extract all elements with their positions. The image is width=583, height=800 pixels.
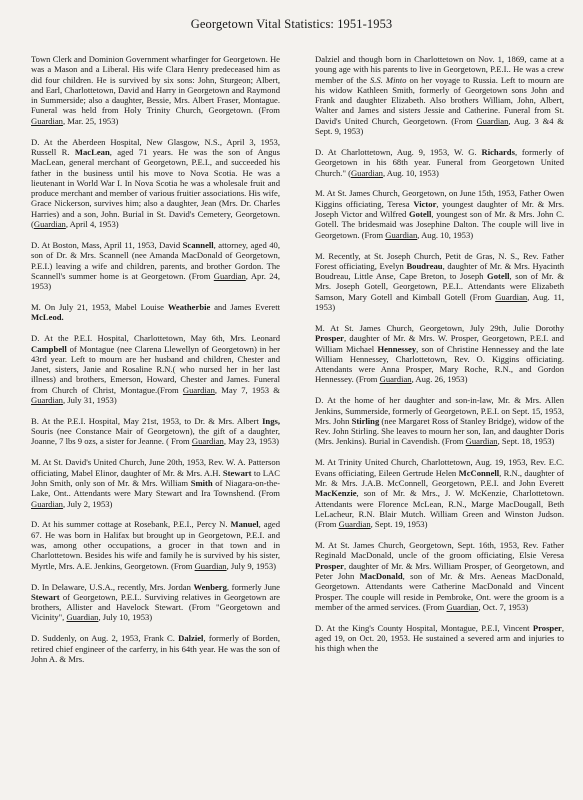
entry-text: M. On July 21, 1953, Mabel Louise <box>31 302 168 313</box>
entry-text: , R.N., daughter of Mr. & Mrs. J.A.B. McConnell, Georgetown, P.E.I. and John Everett <box>315 467 565 488</box>
source-citation: Guardian <box>31 394 63 405</box>
entry-text: , son of Mr. & Mrs. Aeneas MacDonald, Georgetown. Attendants were Catherine MacDonald and Vincent Prosper. The couple will reside in Pembroke, Ont. were the groom is a member of the armed services. (From <box>315 570 564 612</box>
entry-text: D. Suddenly, on Aug. 2, 1953, Frank C. <box>31 633 179 644</box>
entry-text: , daughter of Mr. & Mrs. Hyacinth Boudreau, Little Anse, Cape Breton, to Joseph <box>315 260 564 282</box>
surname: Manuel <box>230 519 259 530</box>
entry-text: M. At St. James Church, Georgetown, July 29th, Julie Dorothy <box>315 322 564 333</box>
entry-text: , attorney, aged 40, son of Dr. & Mrs. Scannell (nee Amanda MacDonald of Georgetown, P.E.I.) leaving a wife and children, parents, and brother Gordon. The Scannell's summer home is at Georgetown. (From <box>31 239 280 281</box>
entry-text: , Mar. 25, 1953) <box>62 115 119 126</box>
entry-text: D. At his summer cottage at Rosebank, P.E.I., Percy N. <box>31 519 231 530</box>
entry-text: , youngest son of Mr. & Mrs. John C. Gotell. The bridesmaid was Josephine Dalton. The couple will live in Georgetown. (From <box>315 209 565 240</box>
surname: Weatherbie <box>167 302 211 313</box>
entry-text: , April 4, 1953) <box>65 219 119 230</box>
surname: McLeod. <box>31 312 64 323</box>
vital-record-entry <box>31 416 280 447</box>
entry-text: , July 9, 1953) <box>226 560 276 571</box>
source-citation: Guardian <box>31 498 63 509</box>
surname: Stewart <box>31 591 60 602</box>
source-citation: Guardian <box>66 612 99 623</box>
entry-text: M. At Trinity United Church, Charlottetown, Aug. 19, 1953, Rev. E.C. Evans officiating, Eileen Gertrude Helen <box>315 457 564 478</box>
entry-text: , Aug. 26, 1953) <box>411 374 468 385</box>
vital-record-entry <box>315 54 564 136</box>
entry-text: , son of Mr. & Mrs., J. W. McKenzie, Charlottetown. Attendants were Florence McLean, R.N., Marge MacDougall, Beth LeLacheur, R.N. Blair Mutch. William Green and Winston Judson. (From <box>315 488 564 530</box>
surname: MacLean <box>74 146 110 157</box>
entry-text: , Aug. 11, 1953) <box>315 291 565 313</box>
source-citation: Guardian <box>350 167 383 178</box>
surname: McConnell <box>458 467 500 478</box>
entry-text: of Niagara-on-the-Lake, Ont.. Attendants were Mary Stewart and Ira Townshend. (From <box>31 477 280 499</box>
entry-text: M. Recently, at St. Joseph Church, Petit de Gras, N. S., Rev. Father Forest officiating, Evelyn <box>315 250 564 271</box>
source-citation: Guardian <box>379 374 412 385</box>
entry-text: , son of Mr. & Mrs. Joseph Gotell, Georgetown, P.E.I.. Attendants were Elizabeth Samson, Mary Gotell and Kimball Gotell (From <box>315 271 564 302</box>
entry-text: , Aug. 3 &4 & Sept. 9, 1953) <box>315 115 564 137</box>
source-citation: Guardian <box>338 519 371 530</box>
entry-text: , aged 71 years. He was the son of Angus MacLean, general merchant of Georgetown, P.E.I., and succeeded his father in the business until his move to Nova Scotia. He was a lieutenant in World War I. In Nova Scotia he was a wholesale fruit and produce merchant and member of various fruitier associations. His wife, Grace Nickerson, survives him; also a daughter, Jean (Mrs. Dr. Charles Harries) and a son, John. Burial in St. David's Cemetery, Georgetown. ( <box>31 146 281 230</box>
vital-record-entry <box>315 623 564 654</box>
entry-text: , July 2, 1953) <box>62 498 113 509</box>
vital-record-entry <box>315 457 564 529</box>
surname: MacDonald <box>359 570 403 581</box>
entry-text: B. At the P.E.I. Hospital, May 21st, 1953, to Dr. & Mrs. Albert <box>31 415 263 426</box>
vital-record-entry <box>31 582 280 623</box>
source-citation: Guardian <box>495 291 528 302</box>
source-citation: Guardian <box>31 115 63 126</box>
source-citation: Guardian <box>385 229 418 240</box>
entry-text: D. In Delaware, U.S.A., recently, Mrs. Jordan <box>31 581 194 592</box>
entry-text: , formerly June <box>226 581 280 592</box>
source-citation: Guardian <box>465 436 498 447</box>
entry-text: , Aug. 10, 1953) <box>382 167 439 178</box>
vital-record-entry <box>31 240 280 291</box>
entry-text: and James Everett <box>210 302 280 313</box>
left-column <box>31 54 280 675</box>
entry-text: S.S. Minto <box>369 74 407 85</box>
vital-record-entry <box>31 302 280 323</box>
entry-text: , formerly of Borden, retired chief engineer of the carferry, in his 64th year. He was the son of John A. & Mrs. <box>31 633 280 664</box>
surname: Stirling <box>351 415 380 426</box>
entry-text: D. At the P.E.I. Hospital, Charlottetown, May 6th, Mrs. Leonard <box>31 333 280 344</box>
vital-record-entry <box>31 333 280 405</box>
entry-text: M. At St. David's United Church, June 20th, 1953, Rev. W. A. Patterson officiating, Mabel Elinor, daughter of Mr. & Mrs. A.H. <box>31 457 280 478</box>
source-citation: Guardian <box>194 560 227 571</box>
surname: Gotell <box>487 271 510 282</box>
entry-text: , Sept. 19, 1953) <box>370 519 428 530</box>
entry-text: (nee Margaret Ross of Stanley Bridge), widow of the Rev. John Stirling. She leaves to mourn her son, Ian, and daughter Doris (Mrs. Jenkins). Burial in Cavendish. (From <box>315 415 564 447</box>
surname: Ings, <box>262 415 280 426</box>
entry-text: Town Clerk and Dominion Government wharfinger for Georgetown. He was a Mason and a Liberal. His wife Clara Henry predeceased him as did four children. He is survived by six sons: John, Sturgeon; Albert, and Earl, Charlottetown, David and Harry in Georgetown and Raymond in Summerside; also a daughter, Bessie, Mrs. Albert Fraser, Montague. Funeral was held from Holy Trinity Church, Georgetown. (From <box>31 54 280 116</box>
surname: Scannell <box>182 239 214 250</box>
entry-text: , Aug. 10, 1953) <box>417 229 474 240</box>
surname: Victor <box>413 198 437 209</box>
entry-text: , daughter of Mr. & Mrs. William Prosper, of Georgetown, and Peter John <box>315 560 564 581</box>
surname: MacKenzie <box>315 488 357 499</box>
vital-record-entry <box>31 54 280 126</box>
vital-record-entry <box>315 147 564 178</box>
entry-text: D. At the King's County Hospital, Montague, P.E.I, Vincent <box>315 622 533 633</box>
entry-text: , Apr. 24, 1953) <box>31 270 280 292</box>
entry-text: , May 7, 1953 & <box>214 384 280 395</box>
source-citation: Guardian <box>476 115 509 126</box>
entry-text: Souris (nee Constance Mair of Georgetown), the gift of a daughter, Joanne, 7 lbs 9 ozs, a sister for Jeanne. ( From <box>31 426 280 447</box>
entry-text: to LAC John Smith, only son of Mr. & Mrs. William <box>31 467 280 488</box>
entry-text: D. At Charlottetown, Aug. 9, 1953, W. G. <box>315 146 482 157</box>
entry-text: of Georgetown, P.E.I.. Surviving relatives in Georgetown are brothers, Allister and Havelock Stewart. (From "Georgetown and Vicinity", <box>31 591 280 623</box>
surname: Hennessey <box>377 343 417 354</box>
source-citation: Guardian <box>446 601 479 612</box>
entry-text: D. At the Aberdeen Hospital, New Glasgow, N.S., April 3, 1953, Russell R. <box>31 136 280 157</box>
surname: Prosper <box>315 560 344 571</box>
entry-text: , May 23, 1953) <box>223 436 279 447</box>
vital-record-entry <box>31 457 280 508</box>
entry-text: , son of Christine Hennessey and the late William Hennessey, Charlottetown, Rev. O. Kiggins officiating. Attendants were Anna Prosper, Mary Roche, R.N., and Gordon Hennessey. (From <box>315 343 564 385</box>
source-citation: Guardian <box>213 270 246 281</box>
page-title: Georgetown Vital Statistics: 1951-1953 <box>190 17 393 31</box>
vital-record-entry <box>315 540 564 612</box>
source-citation: Guardian <box>182 384 215 395</box>
surname: Boudreau <box>406 260 443 271</box>
surname: Gotell <box>408 209 432 220</box>
entry-text: , aged 67. He was born in Halifax but brought up in Georgetown, P.E.I. and was, among other occupations, a grocer in that town and in Charlottetown. Besides his wife and family he is survived by his sister, Myrtle, Mrs. A.E. Jenkins, Georgetown. (From <box>31 519 280 571</box>
entry-text: of Montague (nee Clarena Llewellyn of Georgetown) in her 43rd year. Left to mourn are her husband and children, Chester and Janet, sisters, Janie and Rosaline R.N.( who nursed her in her last illness) and brothers, Emerson, Howard, Chester and James. Funeral from Church of Christ, Montague.(From <box>31 343 280 395</box>
vital-record-entry <box>31 137 280 230</box>
entry-text: M. At St. James Church, Georgetown, Sept. 16th, 1953, Rev. Father Reginald MacDonald, uncle of the groom officiating, Elsie Veresa <box>315 540 564 561</box>
surname: Smith <box>190 477 213 488</box>
entry-text: , daughter of Mr. & Mrs. W. Prosper, Georgetown, P.E.I. and William Michael <box>315 333 564 354</box>
vital-record-entry <box>31 633 280 664</box>
vital-record-entry <box>315 251 564 313</box>
entry-text: D. At the home of her daughter and son-in-law, Mr. & Mrs. Allen Jenkins, Summerside, formerly of Georgetown, P.E.I. on Sept. 15, 1953, Mrs. John <box>315 395 564 426</box>
surname: Stewart <box>222 467 252 478</box>
entry-text: Dalziel and though born in Charlottetown on Nov. 1, 1869, came at a young age with his parents to live in Georgetown, P.E.I.. He was a crew member of the <box>315 54 564 85</box>
entry-text: , youngest daughter of Mr. & Mrs. Joseph Victor and Wilfred <box>315 198 565 220</box>
vital-record-entry <box>315 395 564 446</box>
source-citation: Guardian <box>191 436 224 447</box>
entry-text: , formerly of Georgetown in his 68th year. Funeral from Georgetown United Church." ( <box>315 146 565 178</box>
right-column <box>315 54 564 664</box>
surname: Prosper <box>315 333 344 344</box>
entry-text: , July 31, 1953) <box>62 394 117 405</box>
entry-text: , July 10, 1953) <box>98 612 153 623</box>
surname: Wenberg <box>193 581 227 592</box>
source-citation: Guardian <box>33 219 66 230</box>
surname: Dalziel <box>178 633 204 644</box>
entry-text: on her voyage to Russia. Left to mourn are his widow Kathleen Smith, formerly of Georgetown sons John and Frank and daughter Elizabeth. Also brothers William, John, Albert, Walter and James and sisters Jessie and Catherine. Funeral from St. David's United Church, Georgetown. (From <box>315 74 564 126</box>
entry-text: , Oct. 7, 1953) <box>478 601 529 612</box>
vital-record-entry <box>31 519 280 570</box>
entry-text: , aged 19, on Oct. 20, 1953. He sustained a severed arm and injuries to his thigh when the <box>315 622 564 654</box>
entry-text: , Sept. 18, 1953) <box>497 436 555 447</box>
surname: Prosper <box>532 622 562 633</box>
entry-text: M. At St. James Church, Georgetown, on June 15th, 1953, Father Owen Kiggins officiating, Teresa <box>315 188 564 209</box>
surname: Richards <box>481 146 515 157</box>
entry-text: D. At Boston, Mass, April 11, 1953, David <box>31 239 183 250</box>
vital-record-entry <box>315 323 564 385</box>
vital-record-entry <box>315 188 564 239</box>
surname: Campbell <box>31 343 67 354</box>
